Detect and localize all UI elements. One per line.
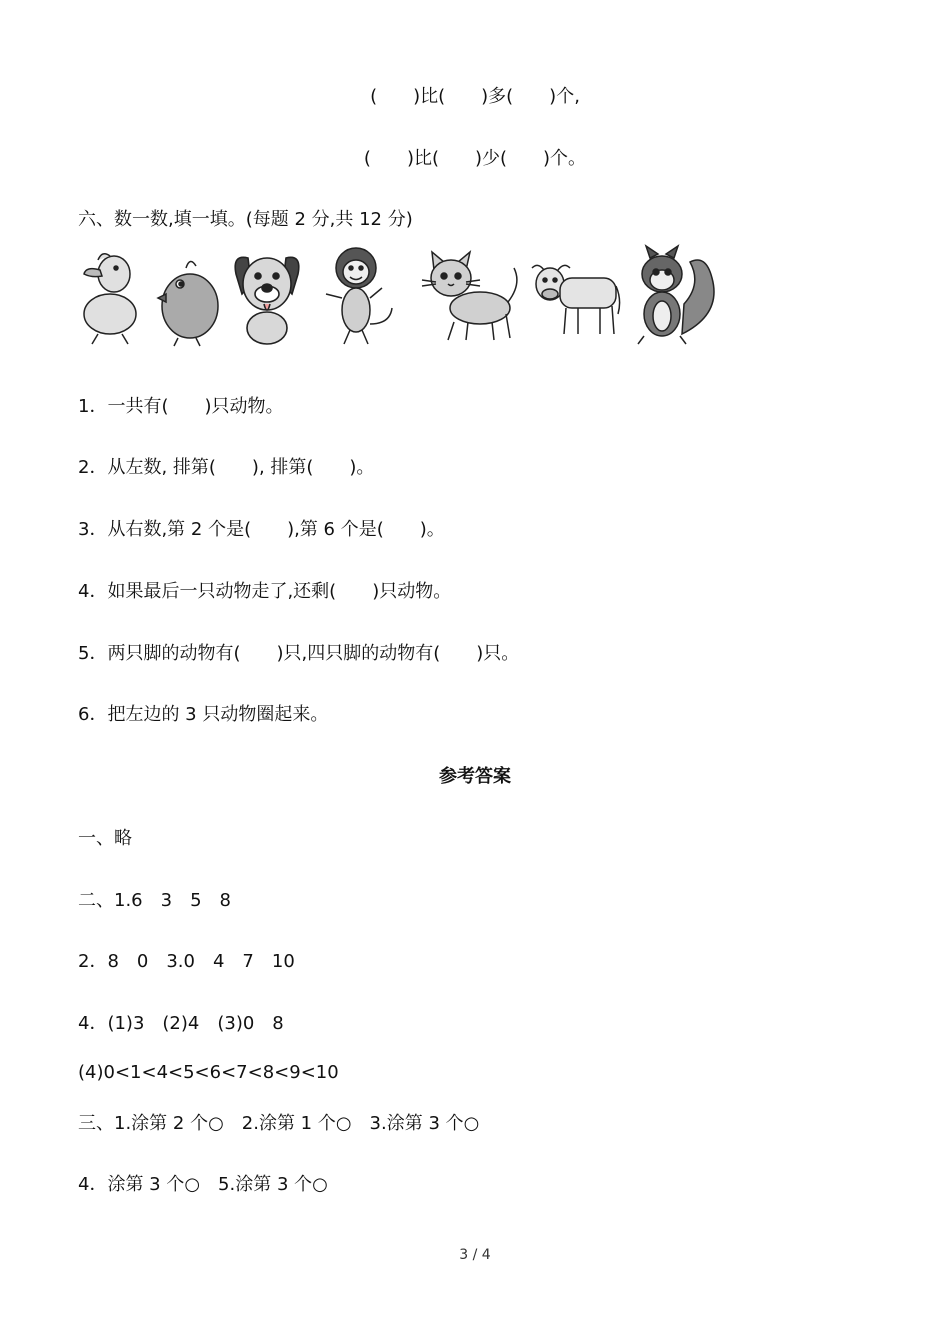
question-2: 2．从左数, 排第( ), 排第( )。 (78, 457, 375, 478)
question-3: 3．从右数,第 2 个是( ),第 6 个是( )。 (78, 519, 445, 540)
answer-line: 2．8 0 3.0 4 7 10 (78, 951, 295, 972)
answer-line: 4．(1)3 (2)4 (3)0 8 (78, 1013, 284, 1034)
answer-line: 二、1.6 3 5 8 (78, 890, 231, 911)
section-6-heading: 六、数一数,填一填。(每题 2 分,共 12 分) (78, 209, 413, 230)
cow-icon (528, 244, 622, 348)
question-1: 1．一共有( )只动物。 (78, 396, 284, 417)
question-6: 6．把左边的 3 只动物圈起来。 (78, 704, 329, 725)
compare-line-1: ( )比( )多( )个, (370, 86, 580, 107)
answer-line: 一、略 (78, 828, 132, 849)
chick-icon (156, 244, 220, 348)
question-5: 5．两只脚的动物有( )只,四只脚的动物有( )只。 (78, 643, 520, 664)
answer-line: 4．涂第 3 个○ 5.涂第 3 个○ (78, 1174, 328, 1195)
dog-icon (228, 244, 306, 348)
animal-row (78, 244, 728, 348)
answer-line: 三、1.涂第 2 个○ 2.涂第 1 个○ 3.涂第 3 个○ (78, 1113, 480, 1134)
answers-title: 参考答案 (439, 766, 511, 787)
monkey-icon (318, 244, 400, 348)
squirrel-icon (630, 244, 720, 348)
compare-line-2: ( )比( )少( )个。 (363, 148, 587, 169)
page-number: 3 / 4 (459, 1247, 491, 1263)
duck-icon (78, 244, 140, 348)
answer-line: (4)0<1<4<5<6<7<8<9<10 (78, 1062, 339, 1083)
question-4: 4．如果最后一只动物走了,还剩( )只动物。 (78, 581, 452, 602)
cat-icon (418, 244, 522, 348)
